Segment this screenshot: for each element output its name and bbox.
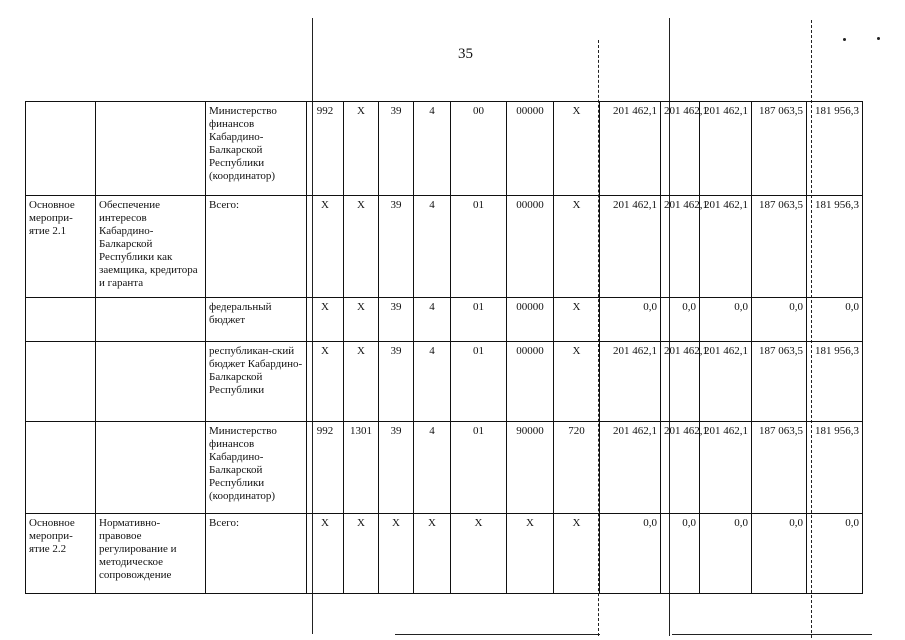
page-number: 35 [458, 46, 473, 62]
event-cell [26, 298, 96, 342]
table-row [26, 102, 863, 196]
scan-speck [843, 38, 846, 41]
value-cell: 0,0 [661, 298, 700, 342]
responsible-cell: Всего: [206, 196, 307, 298]
code-vr: 720 [554, 422, 600, 514]
value-cell: 187 063,5 [752, 422, 807, 514]
code-grbs: X [307, 196, 344, 298]
code-event: 01 [451, 422, 507, 514]
code-direction: 00000 [507, 298, 554, 342]
code-program: 39 [379, 298, 414, 342]
value-cell: 201 462,1 [600, 422, 661, 514]
value-cell: 201 462,1 [661, 422, 700, 514]
code-vr: X [554, 196, 600, 298]
value-cell: 0,0 [807, 514, 863, 594]
table-row [26, 514, 863, 594]
description-cell [96, 342, 206, 422]
budget-table [25, 101, 863, 594]
code-program: 39 [379, 422, 414, 514]
value-cell: 0,0 [807, 298, 863, 342]
value-cell: 201 462,1 [600, 196, 661, 298]
code-direction: 00000 [507, 102, 554, 196]
code-event: 01 [451, 342, 507, 422]
value-cell: 0,0 [600, 298, 661, 342]
value-cell: 181 956,3 [807, 342, 863, 422]
value-cell: 201 462,1 [700, 422, 752, 514]
code-grbs: X [307, 514, 344, 594]
description-cell [96, 102, 206, 196]
bottom-edge-line [395, 634, 600, 635]
code-subprogram: X [414, 514, 451, 594]
code-subprogram: 4 [414, 102, 451, 196]
value-cell: 0,0 [700, 298, 752, 342]
value-cell: 0,0 [700, 514, 752, 594]
code-subprogram: 4 [414, 422, 451, 514]
code-subprogram: 4 [414, 342, 451, 422]
value-cell: 201 462,1 [661, 196, 700, 298]
code-direction: 90000 [507, 422, 554, 514]
scan-speck [877, 37, 880, 40]
table-body [26, 102, 863, 594]
responsible-cell: федеральный бюджет [206, 298, 307, 342]
value-cell: 0,0 [600, 514, 661, 594]
responsible-cell: Министерство финансов Кабардино-Балкарской Республики (координатор) [206, 422, 307, 514]
code-direction: 00000 [507, 342, 554, 422]
value-cell: 181 956,3 [807, 196, 863, 298]
bottom-edge-line [672, 634, 872, 635]
value-cell: 181 956,3 [807, 102, 863, 196]
code-event: 01 [451, 298, 507, 342]
event-cell: Основное меропри-ятие 2.2 [26, 514, 96, 594]
code-subprogram: 4 [414, 196, 451, 298]
value-cell: 187 063,5 [752, 342, 807, 422]
code-rzpr: X [344, 298, 379, 342]
event-cell [26, 102, 96, 196]
code-program: 39 [379, 342, 414, 422]
description-cell: Нормативно-правовое регулирование и методическое сопровождение [96, 514, 206, 594]
event-cell [26, 342, 96, 422]
code-grbs: X [307, 342, 344, 422]
value-cell: 181 956,3 [807, 422, 863, 514]
value-cell: 0,0 [752, 298, 807, 342]
table-row [26, 298, 863, 342]
value-cell: 201 462,1 [600, 102, 661, 196]
value-cell: 201 462,1 [661, 102, 700, 196]
value-cell: 201 462,1 [700, 342, 752, 422]
value-cell: 201 462,1 [700, 102, 752, 196]
code-subprogram: 4 [414, 298, 451, 342]
value-cell: 0,0 [661, 514, 700, 594]
description-cell [96, 298, 206, 342]
value-cell: 0,0 [752, 514, 807, 594]
code-grbs: 992 [307, 422, 344, 514]
event-cell: Основное меропри-ятие 2.1 [26, 196, 96, 298]
code-vr: X [554, 514, 600, 594]
code-program: X [379, 514, 414, 594]
table-row [26, 422, 863, 514]
code-grbs: 992 [307, 102, 344, 196]
code-rzpr: X [344, 514, 379, 594]
code-rzpr: X [344, 196, 379, 298]
code-program: 39 [379, 196, 414, 298]
code-rzpr: X [344, 102, 379, 196]
description-cell: Обеспечение интересов Кабардино-Балкарской Республики как заемщика, кредитора и гаранта [96, 196, 206, 298]
value-cell: 187 063,5 [752, 102, 807, 196]
event-cell [26, 422, 96, 514]
code-vr: X [554, 298, 600, 342]
table-row [26, 196, 863, 298]
code-event: 00 [451, 102, 507, 196]
responsible-cell: республикан-ский бюджет Кабардино-Балкарской Республики [206, 342, 307, 422]
value-cell: 201 462,1 [700, 196, 752, 298]
value-cell: 187 063,5 [752, 196, 807, 298]
code-program: 39 [379, 102, 414, 196]
code-event: X [451, 514, 507, 594]
responsible-cell: Всего: [206, 514, 307, 594]
code-rzpr: 1301 [344, 422, 379, 514]
code-grbs: X [307, 298, 344, 342]
description-cell [96, 422, 206, 514]
responsible-cell: Министерство финансов Кабардино-Балкарской Республики (координатор) [206, 102, 307, 196]
code-direction: 00000 [507, 196, 554, 298]
table-row [26, 342, 863, 422]
code-rzpr: X [344, 342, 379, 422]
value-cell: 201 462,1 [661, 342, 700, 422]
code-event: 01 [451, 196, 507, 298]
code-direction: X [507, 514, 554, 594]
code-vr: X [554, 102, 600, 196]
value-cell: 201 462,1 [600, 342, 661, 422]
code-vr: X [554, 342, 600, 422]
